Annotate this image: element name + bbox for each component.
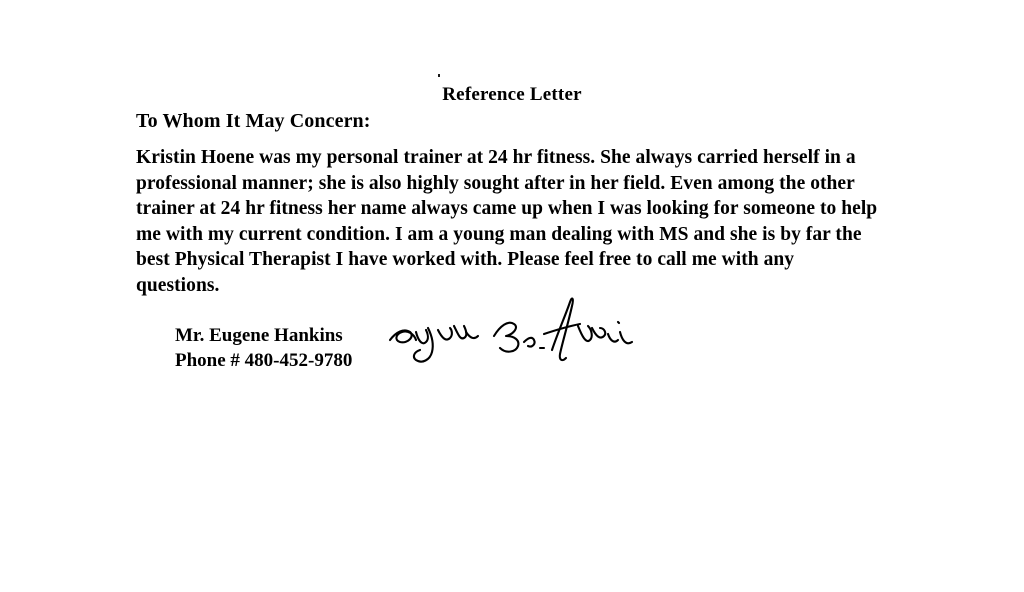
signature-block: [175, 323, 352, 373]
stray-ink-speck: [438, 74, 440, 77]
letter-body: Kristin Hoene was my personal trainer at 24 hr fitness. She always carried herself in a professional manner; she is also highly sought after in her field. Even among the other trainer at 24 hr fitness her name always came up when I was looking for someone to help me with my current condition. I am a young man dealing with MS and she is by far the best Physical Therapist I have worked with. Please feel free to call me with any questions.: [136, 147, 878, 296]
document-title: Reference Letter: [442, 84, 582, 105]
salutation-line: To Whom It May Concern:: [136, 110, 371, 132]
signer-name: Mr. Eugene Hankins: [175, 325, 343, 346]
handwritten-signature-icon: [382, 292, 642, 372]
signer-phone: Phone # 480-452-9780: [175, 350, 353, 371]
